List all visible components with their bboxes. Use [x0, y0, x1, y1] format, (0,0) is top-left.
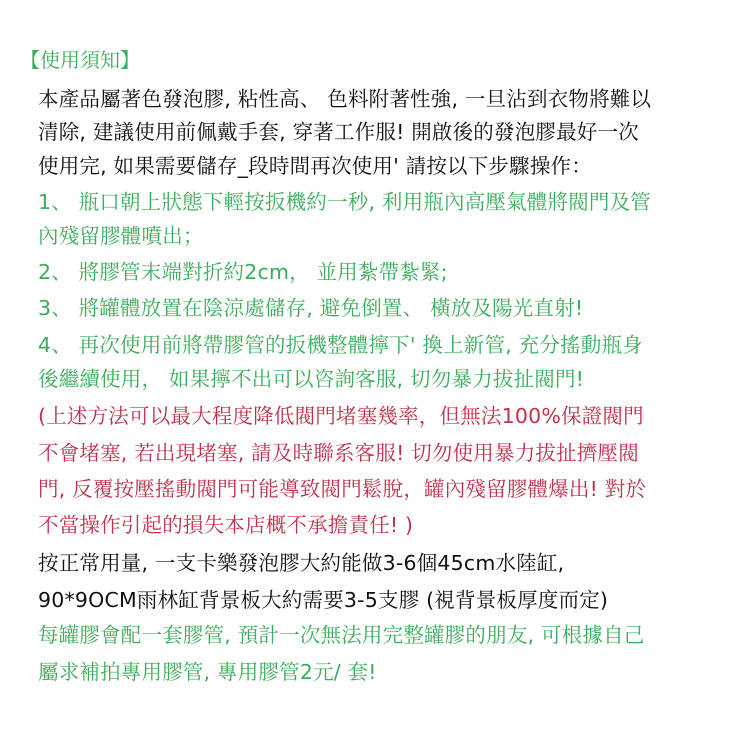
notice-line-8: 4、 再次使用前將帶膠管的扳機整體擰下' 換上新管, 充分搖動瓶身	[38, 333, 643, 357]
notice-line-14: 按正常用量, 一支卡樂發泡膠大約能做3-6個45cm水陸缸,	[38, 551, 565, 575]
notice-line-3: 使用完, 如果需要儲存_段時間再次使用' 請按以下步驟操作：	[38, 154, 592, 178]
notice-line-11: 不會堵塞, 若出現堵塞, 請及時聯系客服! 切勿使用暴力拔扯擠壓閥	[38, 441, 639, 465]
notice-title: 【使用須知】	[20, 48, 140, 72]
notice-line-4: 1、 瓶口朝上狀態下輕按扳機約一秒, 利用瓶內高壓氣體將閥門及管	[38, 190, 651, 214]
notice-line-10: (上述方法可以最大程度降低閥門堵塞幾率，但無法100%保證閥門	[38, 404, 644, 428]
notice-line-6: 2、 將膠管末端對折約2cm， 並用紮帶紮緊;	[38, 260, 448, 284]
notice-line-15: 90*9OCM雨林缸背景板大約需要3-5支膠 (視背景板厚度而定)	[38, 588, 609, 612]
notice-line-1: 本產品屬著色發泡膠, 粘性高、 色料附著性強, 一旦沾到衣物將難以	[38, 87, 652, 111]
notice-line-7: 3、 將罐體放置在陰涼處儲存, 避免倒置、 橫放及陽光直射!	[38, 296, 584, 320]
notice-line-12: 門, 反覆按壓搖動閥門可能導致閥門鬆脫，罐內殘留膠體爆出! 對於	[38, 477, 647, 501]
notice-line-2: 清除, 建議使用前佩戴手套, 穿著工作服! 開啟後的發泡膠最好一次	[38, 120, 639, 144]
notice-line-13: 不當操作引起的損失本店概不承擔責任! )	[38, 513, 414, 537]
notice-line-16: 每罐膠會配一套膠管, 預計一次無法用完整罐膠的朋友, 可根據自己	[38, 623, 645, 647]
notice-line-9: 後繼續使用， 如果擰不出可以咨詢客服, 切勿暴力拔扯閥門!	[38, 367, 585, 391]
notice-line-5: 內殘留膠體噴出；	[38, 224, 204, 248]
notice-line-17: 屬求補拍專用膠管, 專用膠管2元/ 套!	[38, 660, 377, 684]
